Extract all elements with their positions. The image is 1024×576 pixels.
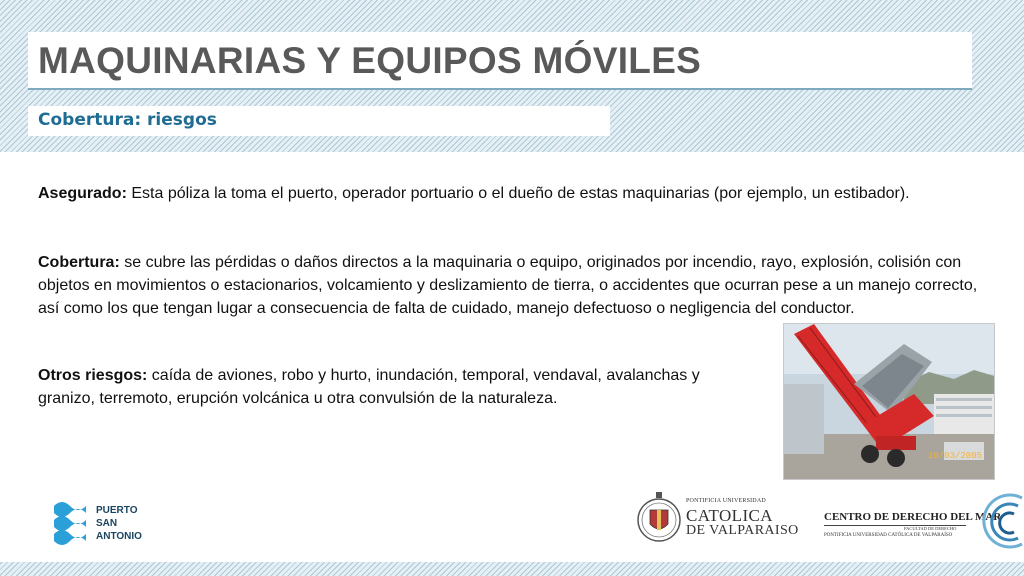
cdm-line-1: CENTRO DE DERECHO DEL MAR (824, 511, 1002, 523)
university-seal-icon (636, 488, 682, 548)
slide-title: MAQUINARIAS Y EQUIPOS MÓVILES (38, 40, 702, 81)
centro-derecho-del-mar-logo (818, 488, 1024, 550)
ps-line-3: ANTONIO (96, 531, 142, 542)
asegurado-paragraph (38, 182, 998, 205)
asegurado-text: Esta póliza la toma el puerto, operador portuario o el dueño de estas maquinarias (por ejemplo, un estibador). (126, 185, 910, 202)
pucv-logo (636, 488, 806, 552)
pucv-line-2: CATOLICA (686, 506, 773, 525)
crane-accident-photo (783, 323, 995, 480)
pucv-line-3: DE VALPARAISO (686, 523, 799, 538)
footer-hatch-band (0, 562, 1024, 576)
puerto-san-antonio-text (96, 504, 142, 543)
cobertura-paragraph (38, 251, 998, 320)
title-box (28, 32, 972, 90)
otros-riesgos-paragraph (38, 364, 738, 410)
wave-swirl-icon (968, 488, 1024, 550)
otros-riesgos-text: caída de aviones, robo y hurto, inundación, temporal, vendaval, avalanchas y granizo, terremoto, erupción volcánica u otra convulsión de la naturaleza. (38, 367, 700, 407)
ps-line-2: SAN (96, 518, 118, 529)
pucv-line-1: PONTIFICIA UNIVERSIDAD (686, 498, 766, 504)
cobertura-label: Cobertura: (38, 254, 120, 271)
subtitle-box (28, 106, 610, 136)
cdm-line-3: PONTIFICIA UNIVERSIDAD CATÓLICA DE VALPARAÍSO (824, 533, 953, 538)
cobertura-text: se cubre las pérdidas o daños directos a la maquinaria o equipo, originados por incendio, rayo, explosión, colisión con objetos en movimientos o estacionarios, volcamiento y deslizamiento de tierra, o accidentes que ocurran pese a un manejo correcto, así como los que tengan lugar a consecuencia de falta de cuidado, manejo defectuoso o negligencia del conductor. (38, 254, 978, 317)
otros-riesgos-label: Otros riesgos: (38, 367, 148, 384)
asegurado-label: Asegurado: (38, 185, 127, 202)
photo-date-stamp: 10/03/2005 (927, 451, 982, 461)
slide-subtitle: Cobertura: riesgos (38, 110, 217, 130)
puerto-san-antonio-logo (52, 498, 162, 550)
cdm-line-2: FACULTAD DE DERECHO (904, 526, 957, 531)
waves-icon (52, 498, 92, 550)
ps-line-1: PUERTO (96, 505, 138, 516)
